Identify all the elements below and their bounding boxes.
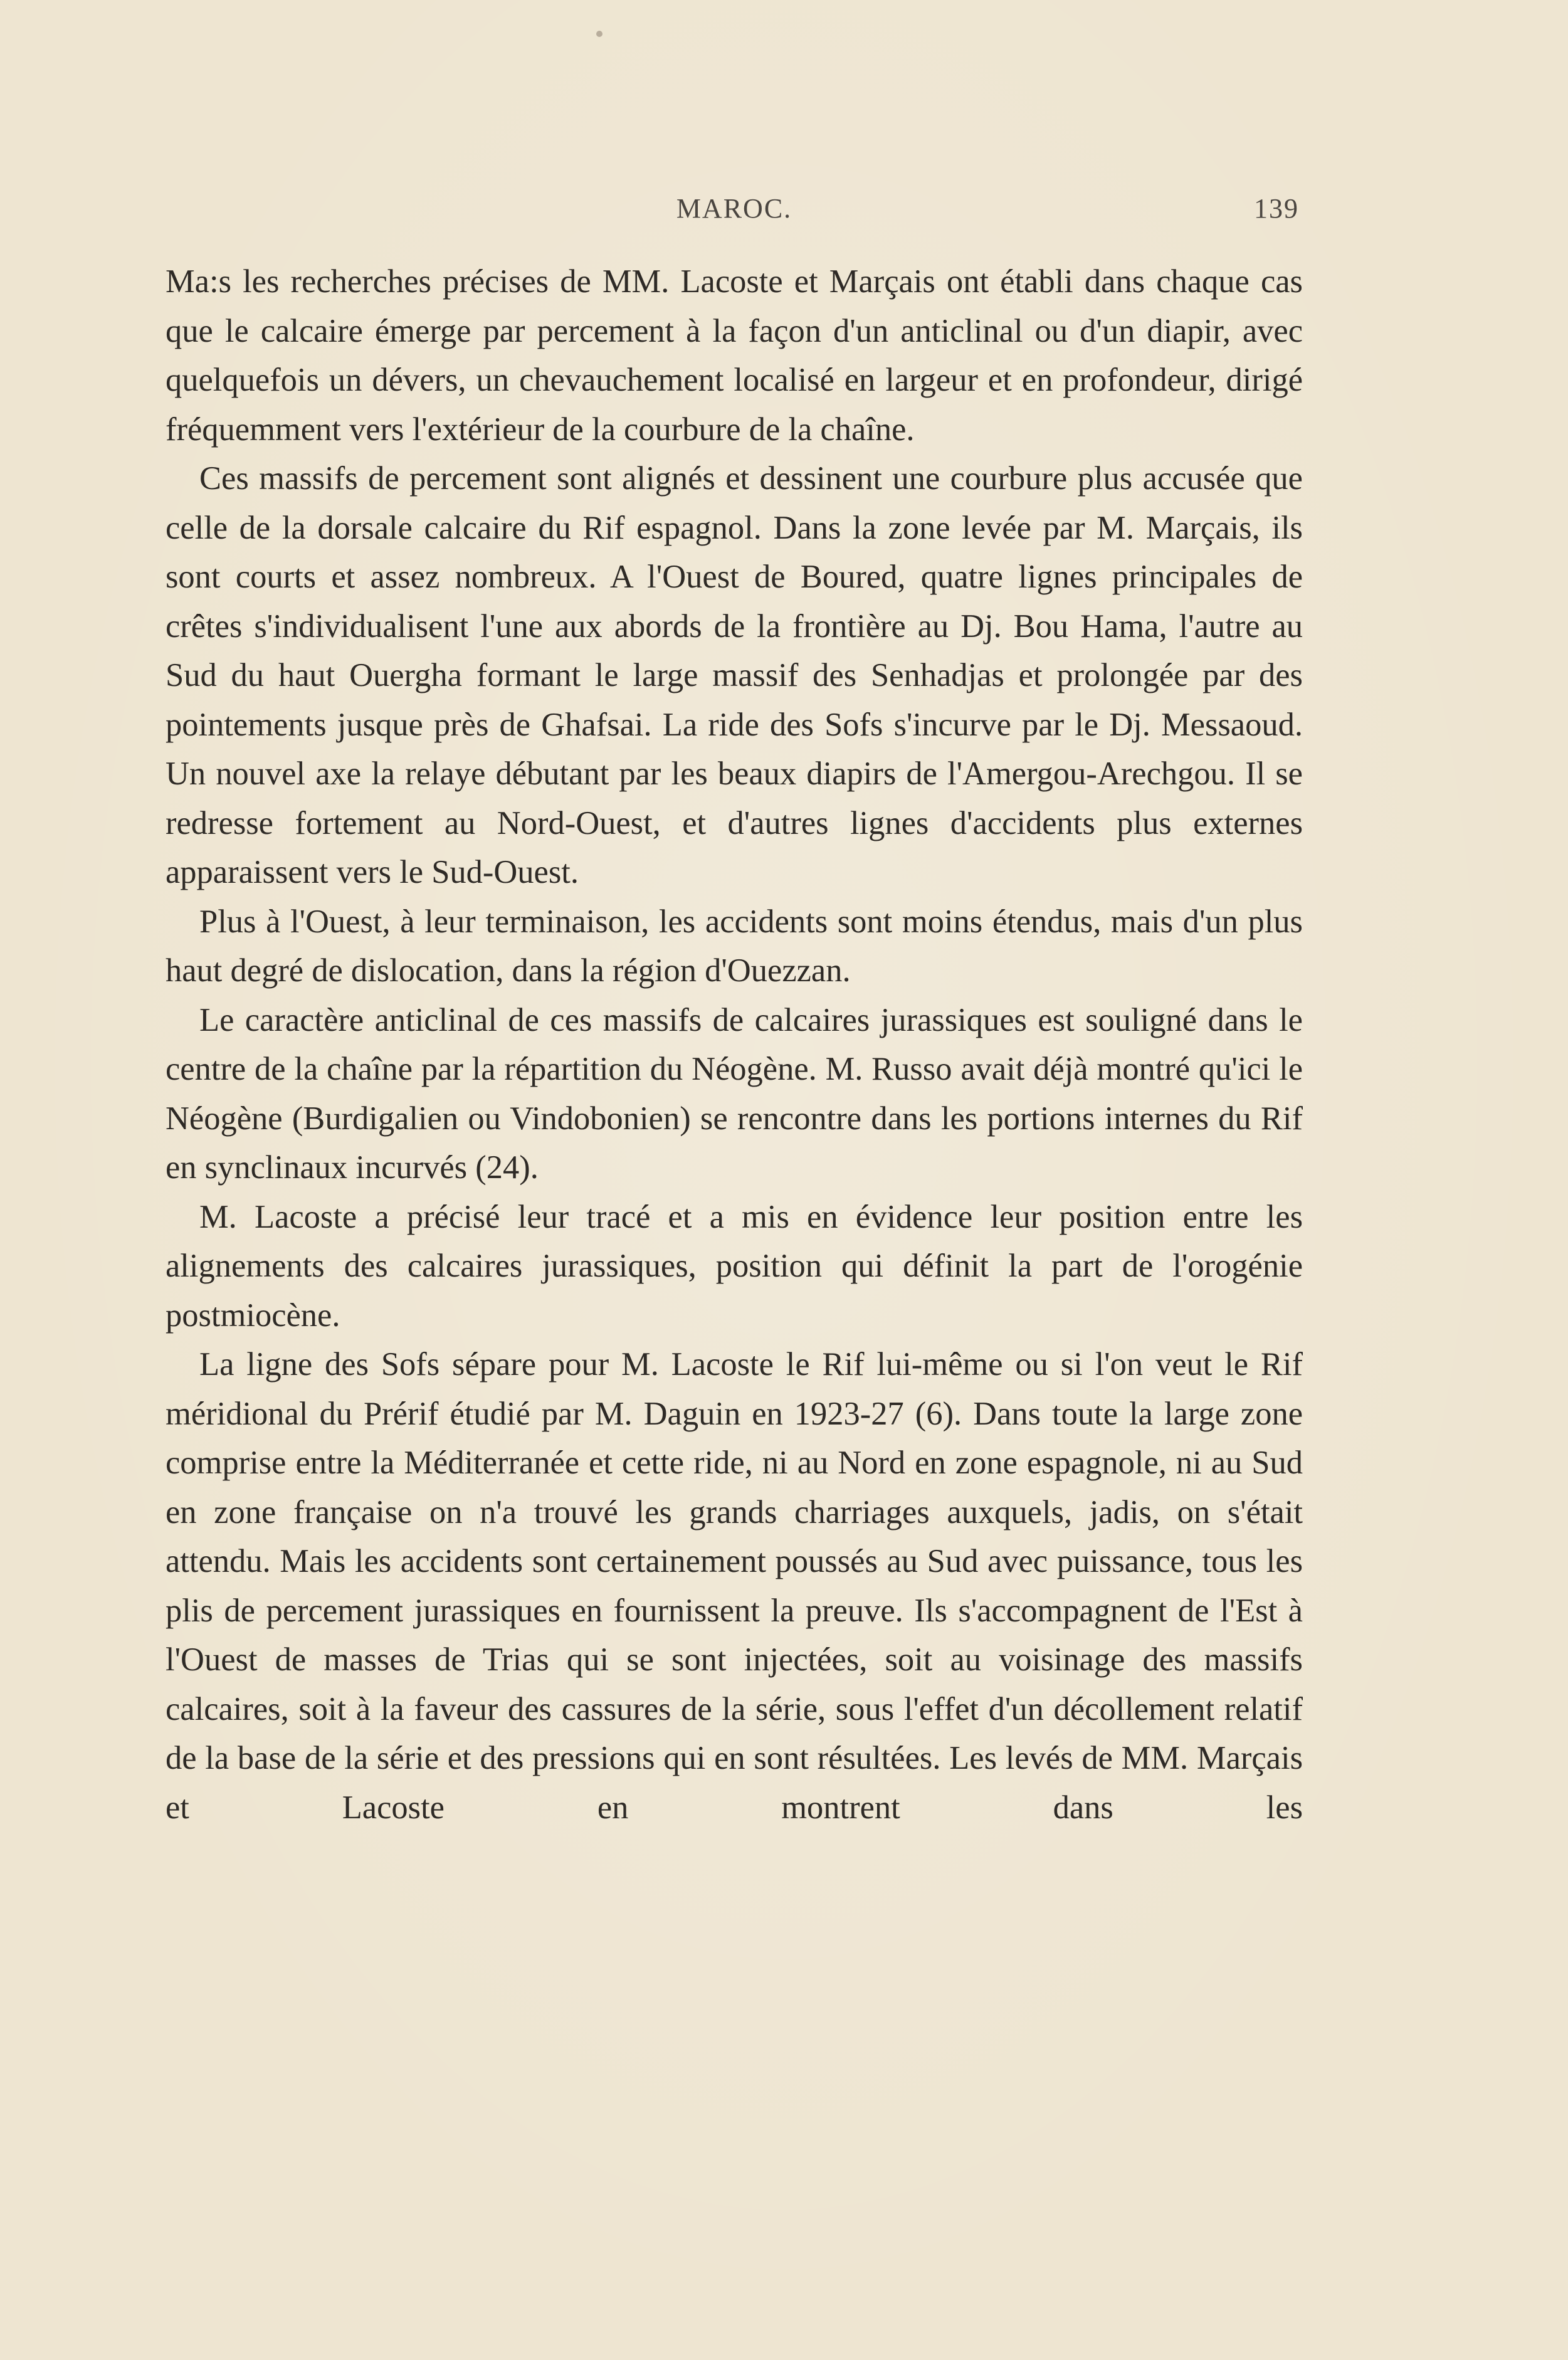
ink-speck — [596, 31, 602, 37]
running-head — [166, 192, 1303, 230]
paragraph: Le caractère anticlinal de ces massifs de calcaires jurassiques est souligné dans le centre de la chaîne par la répartition du Néogène. M. Russo avait déjà montré qu'ici le Néogène (Burdigalien ou Vindobonien) se rencontre dans les portions internes du Rif en synclinaux incurvés (24). — [166, 1001, 1303, 1186]
running-head-title: MAROC. — [676, 193, 792, 224]
paragraph: Ces massifs de percement sont alignés et dessinent une courbure plus accusée que celle de la dorsale calcaire du Rif espagnol. Dans la zone levée par M. Marçais, ils sont courts et assez nombreux. A l'Ouest de Boured, quatre lignes principales de crêtes s'individualisent l'une aux abords de la frontière au Dj. Bou Hama, l'autre au Sud du haut Ouergha formant le large massif des Senhadjas et prolongée par des pointements jusque près de Ghafsai. La ride des Sofs s'incurve par le Dj. Messaoud. Un nouvel axe la relaye débutant par les beaux diapirs de l'Amergou-Arechgou. Il se redresse fortement au Nord-Ouest, et d'autres lignes d'accidents plus externes apparaissent vers le Sud-Ouest. — [166, 460, 1303, 890]
page-number: 139 — [1254, 193, 1299, 224]
paragraph: M. Lacoste a précisé leur tracé et a mis en évidence leur position entre les alignements des calcaires jurassiques, position qui définit la part de l'orogénie postmiocène. — [166, 1198, 1303, 1334]
paragraph: Ma:s les recherches précises de MM. Lacoste et Marçais ont établi dans chaque cas que le calcaire émerge par percement à la façon d'un anticlinal ou d'un diapir, avec quelquefois un dévers, un chevauchement localisé en largeur et en profondeur, dirigé fréquemment vers l'extérieur de la courbure de la chaîne. — [166, 263, 1303, 448]
body-text — [166, 257, 1303, 1832]
paragraph: La ligne des Sofs sépare pour M. Lacoste le Rif lui-même ou si l'on veut le Rif méridional du Prérif étudié par M. Daguin en 1923-27 (6). Dans toute la large zone comprise entre la Méditerranée et cette ride, ni au Nord en zone espagnole, ni au Sud en zone française on n'a trouvé les grands charriages auxquels, jadis, on s'était attendu. Mais les accidents sont certainement poussés au Sud avec puissance, tous les plis de percement jurassiques en fournissent la preuve. Ils s'accompagnent de l'Est à l'Ouest de masses de Trias qui se sont injectées, soit au voisinage des massifs calcaires, soit à la faveur des cassures de la série, sous l'effet d'un décollement relatif de la base de la série et des pressions qui en sont résultées. Les levés de MM. Marçais et Lacoste en montrent dans les — [166, 1346, 1303, 1826]
paragraph: Plus à l'Ouest, à leur terminaison, les accidents sont moins étendus, mais d'un plus haut degré de dislocation, dans la région d'Ouezzan. — [166, 903, 1303, 989]
